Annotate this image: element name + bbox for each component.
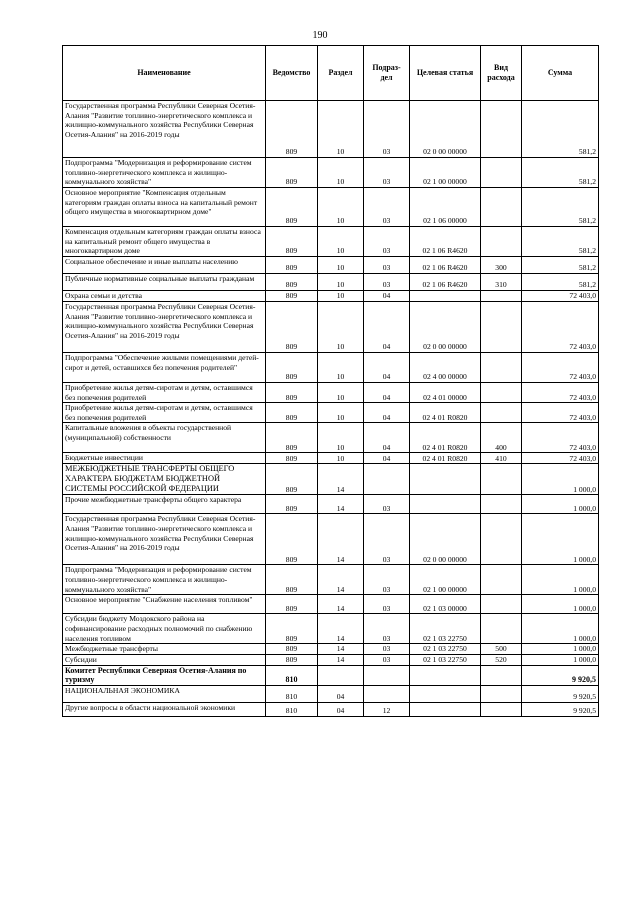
cell-target: 02 1 00 00000	[410, 158, 481, 188]
cell-type	[481, 383, 522, 403]
table-row	[63, 514, 599, 565]
cell-target: 02 1 00 00000	[410, 565, 481, 595]
cell-dept: 809	[266, 257, 318, 274]
cell-type	[481, 291, 522, 302]
cell-dept: 809	[266, 595, 318, 614]
cell-dept: 809	[266, 158, 318, 188]
cell-dept: 809	[266, 227, 318, 257]
cell-name: Прочие межбюджетные трансферты общего характера	[63, 495, 266, 514]
cell-name: Охрана семьи и детства	[63, 291, 266, 302]
cell-target: 02 4 00 00000	[410, 353, 481, 383]
cell-target: 02 1 06 R4620	[410, 257, 481, 274]
cell-dept: 809	[266, 302, 318, 353]
cell-section: 14	[318, 614, 364, 644]
cell-section: 14	[318, 595, 364, 614]
cell-target: 02 4 01 00000	[410, 383, 481, 403]
table-row	[63, 227, 599, 257]
table-row	[63, 644, 599, 655]
cell-sum: 581,2	[522, 227, 599, 257]
cell-sum: 1 000,0	[522, 495, 599, 514]
cell-name: Субсидии бюджету Моздокского района на софинансирование расходных полномочий по снабжению населения топливом	[63, 614, 266, 644]
cell-sub	[364, 665, 410, 685]
cell-sub	[364, 464, 410, 495]
cell-name: Другие вопросы в области национальной экономики	[63, 702, 266, 716]
cell-sum: 581,2	[522, 158, 599, 188]
cell-target: 02 1 03 22750	[410, 644, 481, 655]
cell-sum: 72 403,0	[522, 453, 599, 464]
cell-type	[481, 565, 522, 595]
cell-name: Основное мероприятие "Снабжение населения топливом"	[63, 595, 266, 614]
cell-sum: 1 000,0	[522, 514, 599, 565]
cell-dept: 810	[266, 702, 318, 716]
cell-target: 02 1 06 00000	[410, 188, 481, 227]
cell-name: Капитальные вложения в объекты государственной (муниципальной) собственности	[63, 423, 266, 453]
cell-dept: 810	[266, 665, 318, 685]
cell-section: 04	[318, 702, 364, 716]
table-row	[63, 495, 599, 514]
table-row	[63, 423, 599, 453]
header-name: Наименование	[63, 46, 266, 101]
cell-section: 10	[318, 188, 364, 227]
cell-target	[410, 665, 481, 685]
cell-sum: 581,2	[522, 188, 599, 227]
cell-type: 520	[481, 654, 522, 665]
cell-target: 02 0 00 00000	[410, 302, 481, 353]
cell-dept: 809	[266, 453, 318, 464]
cell-dept: 809	[266, 614, 318, 644]
cell-sum: 72 403,0	[522, 302, 599, 353]
cell-sub: 03	[364, 257, 410, 274]
cell-dept: 809	[266, 291, 318, 302]
table-row	[63, 665, 599, 685]
cell-sum: 72 403,0	[522, 423, 599, 453]
header-amount: Сумма	[522, 46, 599, 101]
budget-table	[62, 45, 599, 717]
cell-sum: 1 000,0	[522, 644, 599, 655]
cell-dept: 809	[266, 423, 318, 453]
table-row	[63, 188, 599, 227]
table-row	[63, 464, 599, 495]
cell-target: 02 1 06 R4620	[410, 227, 481, 257]
cell-sub: 04	[364, 302, 410, 353]
cell-section: 10	[318, 101, 364, 158]
table-row	[63, 614, 599, 644]
cell-name: Межбюджетные трансферты	[63, 644, 266, 655]
cell-dept: 809	[266, 644, 318, 655]
cell-sum: 9 920,5	[522, 665, 599, 685]
cell-section	[318, 665, 364, 685]
cell-dept: 809	[266, 565, 318, 595]
header-subsection: Подраз- дел	[364, 46, 410, 101]
table-row	[63, 302, 599, 353]
table-row	[63, 702, 599, 716]
cell-section: 14	[318, 654, 364, 665]
cell-sub: 03	[364, 158, 410, 188]
cell-sum: 9 920,5	[522, 702, 599, 716]
cell-type	[481, 101, 522, 158]
cell-type	[481, 495, 522, 514]
cell-dept: 809	[266, 514, 318, 565]
table-header	[63, 46, 599, 101]
table-row	[63, 257, 599, 274]
cell-name: Комитет Республики Северная Осетия-Алания по туризму	[63, 665, 266, 685]
cell-sub: 03	[364, 514, 410, 565]
cell-section: 14	[318, 565, 364, 595]
cell-section: 10	[318, 453, 364, 464]
cell-target: 02 1 03 22750	[410, 614, 481, 644]
cell-sub: 04	[364, 423, 410, 453]
cell-target: 02 4 01 R0820	[410, 423, 481, 453]
cell-type	[481, 188, 522, 227]
cell-target	[410, 464, 481, 495]
cell-section: 10	[318, 227, 364, 257]
cell-name: Подпрограмма "Модернизация и реформирование систем топливно-энергетического комплекса и жилищно-коммунального хозяйства"	[63, 158, 266, 188]
cell-target	[410, 495, 481, 514]
cell-name: Приобретение жилья детям-сиротам и детям, оставшимся без попечения родителей	[63, 383, 266, 403]
cell-sub: 04	[364, 353, 410, 383]
cell-type	[481, 665, 522, 685]
cell-sub: 03	[364, 654, 410, 665]
cell-sub: 04	[364, 291, 410, 302]
cell-sum: 9 920,5	[522, 685, 599, 702]
cell-section: 10	[318, 423, 364, 453]
cell-type	[481, 614, 522, 644]
cell-name: Публичные нормативные социальные выплаты гражданам	[63, 274, 266, 291]
cell-sub: 03	[364, 227, 410, 257]
cell-dept: 809	[266, 101, 318, 158]
cell-type	[481, 464, 522, 495]
cell-name: МЕЖБЮДЖЕТНЫЕ ТРАНСФЕРТЫ ОБЩЕГО ХАРАКТЕРА БЮДЖЕТАМ БЮДЖЕТНОЙ СИСТЕМЫ РОССИЙСКОЙ ФЕДЕРАЦИИ	[63, 464, 266, 495]
cell-sum: 1 000,0	[522, 614, 599, 644]
header-target: Целевая статья	[410, 46, 481, 101]
cell-sub: 03	[364, 614, 410, 644]
cell-section: 10	[318, 158, 364, 188]
table-row	[63, 383, 599, 403]
cell-sub: 03	[364, 644, 410, 655]
cell-target: 02 0 00 00000	[410, 514, 481, 565]
cell-dept: 809	[266, 464, 318, 495]
cell-dept: 809	[266, 495, 318, 514]
cell-sub: 03	[364, 101, 410, 158]
cell-section: 04	[318, 685, 364, 702]
cell-sub: 03	[364, 274, 410, 291]
cell-section: 14	[318, 495, 364, 514]
cell-dept: 809	[266, 188, 318, 227]
cell-type: 300	[481, 257, 522, 274]
cell-target: 02 1 03 00000	[410, 595, 481, 614]
cell-sub: 03	[364, 188, 410, 227]
cell-name: НАЦИОНАЛЬНАЯ ЭКОНОМИКА	[63, 685, 266, 702]
cell-sum: 581,2	[522, 101, 599, 158]
cell-dept: 809	[266, 353, 318, 383]
table-row	[63, 353, 599, 383]
cell-dept: 809	[266, 403, 318, 423]
cell-dept: 810	[266, 685, 318, 702]
cell-target	[410, 685, 481, 702]
cell-dept: 809	[266, 654, 318, 665]
cell-name: Бюджетные инвестиции	[63, 453, 266, 464]
cell-name: Подпрограмма "Модернизация и реформирование систем топливно-энергетического комплекса и жилищно-коммунального хозяйства"	[63, 565, 266, 595]
cell-target: 02 4 01 R0820	[410, 403, 481, 423]
cell-sum: 581,2	[522, 257, 599, 274]
cell-section: 10	[318, 383, 364, 403]
cell-section: 10	[318, 353, 364, 383]
cell-type: 310	[481, 274, 522, 291]
cell-type: 400	[481, 423, 522, 453]
cell-target	[410, 291, 481, 302]
cell-sub: 04	[364, 383, 410, 403]
cell-section: 10	[318, 403, 364, 423]
cell-type	[481, 158, 522, 188]
cell-type	[481, 353, 522, 383]
header-section: Раздел	[318, 46, 364, 101]
cell-sum: 72 403,0	[522, 353, 599, 383]
cell-section: 10	[318, 291, 364, 302]
cell-target: 02 1 06 R4620	[410, 274, 481, 291]
cell-sum: 72 403,0	[522, 403, 599, 423]
cell-name: Государственная программа Республики Северная Осетия-Алания "Развитие топливно-энергетического комплекса и жилищно-коммунального хозяйства Республики Северная Осетия-Алания" на 2016-2019 годы	[63, 101, 266, 158]
cell-section: 10	[318, 257, 364, 274]
cell-name: Подпрограмма "Обеспечение жилыми помещениями детей-сирот и детей, оставшихся без попечения родителей"	[63, 353, 266, 383]
cell-section: 10	[318, 274, 364, 291]
cell-sum: 1 000,0	[522, 595, 599, 614]
cell-target: 02 4 01 R0820	[410, 453, 481, 464]
cell-sub: 03	[364, 495, 410, 514]
cell-type: 410	[481, 453, 522, 464]
cell-section: 14	[318, 464, 364, 495]
cell-type	[481, 514, 522, 565]
cell-section: 14	[318, 644, 364, 655]
cell-type	[481, 685, 522, 702]
cell-sub: 12	[364, 702, 410, 716]
cell-type	[481, 595, 522, 614]
table-row	[63, 453, 599, 464]
cell-name: Приобретение жилья детям-сиротам и детям, оставшимся без попечения родителей	[63, 403, 266, 423]
table-row	[63, 565, 599, 595]
cell-sub: 04	[364, 453, 410, 464]
cell-sum: 1 000,0	[522, 654, 599, 665]
cell-dept: 809	[266, 383, 318, 403]
cell-sub: 03	[364, 565, 410, 595]
cell-name: Социальное обеспечение и иные выплаты населению	[63, 257, 266, 274]
cell-sub: 04	[364, 403, 410, 423]
cell-section: 14	[318, 514, 364, 565]
cell-sum: 1 000,0	[522, 464, 599, 495]
cell-type	[481, 702, 522, 716]
table-row	[63, 274, 599, 291]
table-row	[63, 685, 599, 702]
cell-sub	[364, 685, 410, 702]
cell-name: Государственная программа Республики Северная Осетия-Алания "Развитие топливно-энергетического комплекса и жилищно-коммунального хозяйства Республики Северная Осетия-Алания" на 2016-2019 годы	[63, 302, 266, 353]
cell-type	[481, 302, 522, 353]
cell-type: 500	[481, 644, 522, 655]
table-row	[63, 158, 599, 188]
cell-type	[481, 227, 522, 257]
cell-target	[410, 702, 481, 716]
cell-dept: 809	[266, 274, 318, 291]
header-expense-type: Вид расхода	[481, 46, 522, 101]
cell-target: 02 0 00 00000	[410, 101, 481, 158]
cell-target: 02 1 03 22750	[410, 654, 481, 665]
table-row	[63, 291, 599, 302]
cell-sum: 581,2	[522, 274, 599, 291]
cell-sub: 03	[364, 595, 410, 614]
cell-sum: 72 403,0	[522, 383, 599, 403]
table-row	[63, 403, 599, 423]
cell-name: Основное мероприятие "Компенсация отдельным категориям граждан оплаты взноса на капитальный ремонт общего имущества в многоквартирном доме"	[63, 188, 266, 227]
cell-sum: 72 403,0	[522, 291, 599, 302]
cell-type	[481, 403, 522, 423]
table-row	[63, 101, 599, 158]
cell-name: Субсидии	[63, 654, 266, 665]
cell-name: Компенсация отдельным категориям граждан оплаты взноса на капитальный ремонт общего имущества в многоквартирном доме	[63, 227, 266, 257]
page-number: 190	[312, 30, 328, 41]
header-dept: Ведомство	[266, 46, 318, 101]
table-row	[63, 595, 599, 614]
cell-sum: 1 000,0	[522, 565, 599, 595]
table-row	[63, 654, 599, 665]
cell-section: 10	[318, 302, 364, 353]
cell-name: Государственная программа Республики Северная Осетия-Алания "Развитие топливно-энергетического комплекса и жилищно-коммунального хозяйства Республики Северная Осетия-Алания" на 2016-2019 годы	[63, 514, 266, 565]
